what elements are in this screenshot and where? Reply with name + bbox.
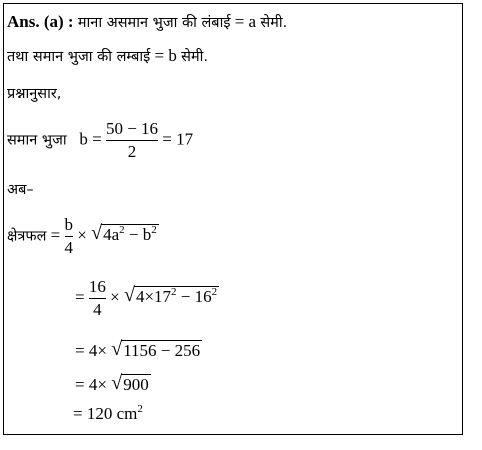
step2-radicand-a: 4×17	[135, 287, 172, 307]
step1-radical: √ $4a^2 - b^2$	[91, 222, 157, 245]
step1-exponent-b: 2	[151, 224, 157, 237]
answer-line-1	[7, 12, 287, 33]
step1-radicand-a: 4a	[103, 225, 120, 245]
step1-denominator: 4	[64, 238, 74, 257]
step2-radical: √ $4\times 17^2 - 16^2$	[123, 284, 218, 307]
step2-exponent-b: 2	[211, 286, 218, 299]
step2-eq: =	[75, 287, 85, 307]
step2-exponent-a: 2	[171, 286, 177, 299]
step2-denominator: 4	[93, 300, 102, 319]
line4-numerator: 50 − 16	[105, 119, 159, 138]
step1-fraction	[65, 214, 74, 259]
area-label: क्षेत्रफल	[7, 228, 47, 245]
answer-label: Ans. (a) :	[7, 12, 74, 31]
area-step-5	[73, 404, 143, 424]
line1-unit: सेमी.	[260, 15, 288, 31]
line2-eq: = b	[154, 46, 177, 65]
answer-line-4	[7, 118, 193, 163]
step3-text: = 4×	[75, 341, 107, 360]
step1-radicand-b: − b	[124, 225, 152, 245]
step1-numerator: b	[64, 215, 74, 234]
step1-times: ×	[77, 225, 87, 245]
line4-text: समान भुजा	[7, 132, 67, 149]
line1-text: माना असमान भुजा की लंबाई	[77, 15, 231, 31]
step4-radical: √ 900	[111, 372, 149, 394]
answer-line-3: प्रश्नानुसार,	[7, 86, 62, 102]
line2-text: तथा समान भुजा की लम्बाई	[7, 49, 151, 65]
line4-lhs: b =	[79, 129, 102, 149]
line4-denominator: 2	[127, 142, 137, 161]
step4-text: = 4×	[75, 375, 107, 394]
line2-unit: सेमी.	[181, 49, 208, 65]
step5-exponent: 2	[137, 403, 143, 415]
step3-radicand: 1156 − 256	[123, 341, 201, 360]
answer-line-2	[7, 46, 208, 67]
step3-radical: √ 1156 − 256	[111, 338, 201, 360]
step2-times: ×	[110, 287, 120, 307]
area-step-3	[75, 340, 202, 361]
line1-eq: = a	[234, 12, 257, 31]
step1-exponent-a: 2	[119, 224, 125, 237]
area-step-4	[75, 374, 151, 395]
step2-radicand-b: − 16	[176, 287, 212, 307]
answer-line-5: अब–	[7, 182, 34, 198]
area-step-1	[7, 214, 159, 259]
step4-radicand: 900	[123, 375, 149, 394]
line4-result: = 17	[162, 129, 194, 149]
step1-eq: =	[50, 225, 61, 245]
area-step-2	[75, 276, 219, 321]
line4-fraction	[106, 118, 158, 163]
step5-text: = 120 cm	[73, 404, 138, 423]
step2-fraction	[89, 276, 106, 321]
step2-numerator: 16	[88, 277, 106, 296]
